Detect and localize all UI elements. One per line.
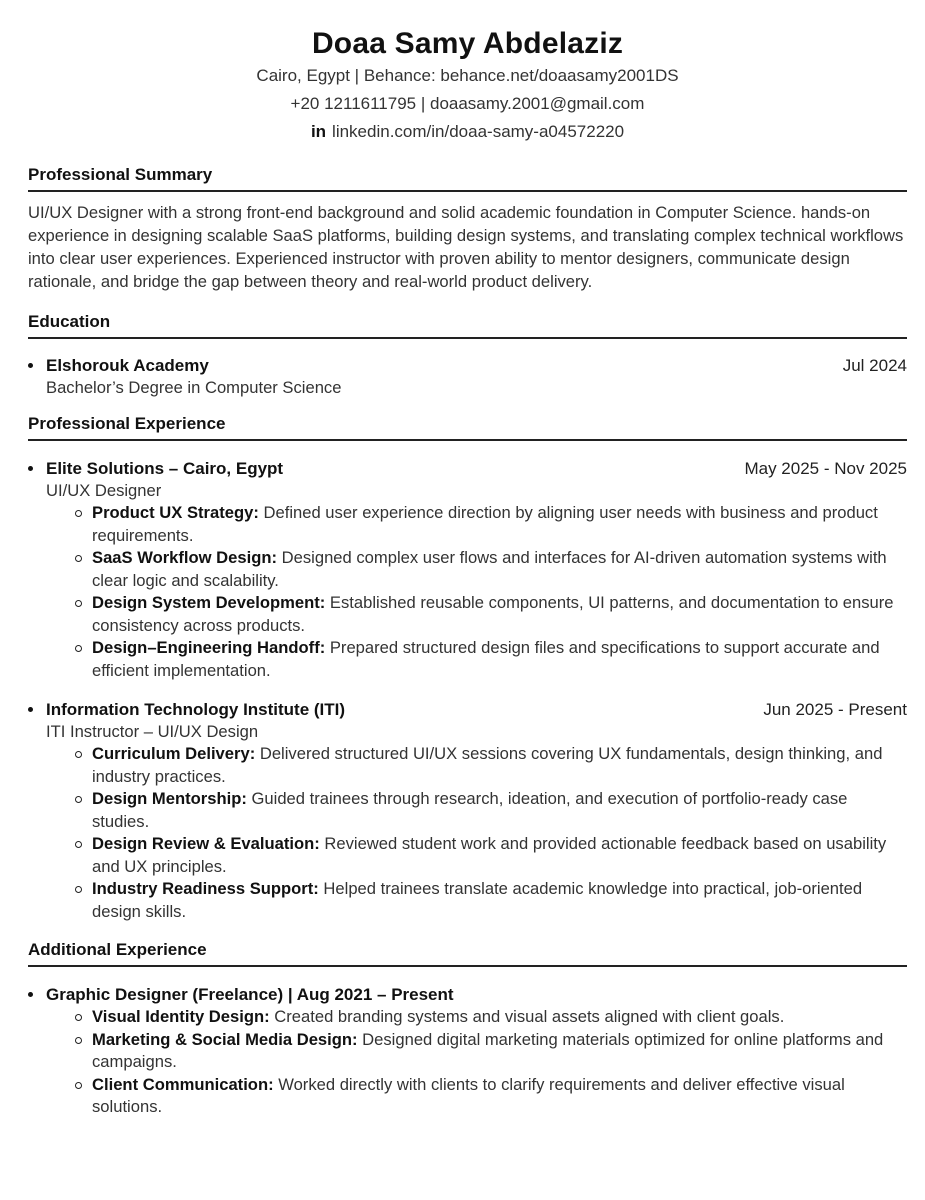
list-item	[92, 833, 907, 878]
item-text: Delivered structured UI/UX sessions covering UX fundamentals, design thinking, and industry practices.	[92, 744, 883, 786]
circle-bullet-icon	[75, 751, 82, 758]
item-text: Prepared structured design files and specifications to support accurate and efficient implementation.	[92, 638, 880, 680]
experience-title: Professional Experience	[28, 414, 226, 433]
item-text: Created branding systems and visual assets aligned with client goals.	[269, 1007, 785, 1026]
additional-responsibilities	[46, 1006, 907, 1119]
list-item	[92, 743, 907, 788]
circle-bullet-icon	[75, 1014, 82, 1021]
bullet-icon	[28, 992, 33, 997]
section-divider	[28, 337, 907, 339]
circle-bullet-icon	[75, 1037, 82, 1044]
item-text: Guided trainees through research, ideation, and execution of portfolio-ready case studies.	[92, 789, 848, 831]
item-text: Reviewed student work and provided actionable feedback based on usability and UX principles.	[92, 834, 887, 876]
section-divider	[28, 439, 907, 441]
job-entry	[28, 457, 907, 682]
job-role: UI/UX Designer	[46, 481, 162, 500]
circle-bullet-icon	[75, 510, 82, 517]
degree: Bachelor’s Degree in Computer Science	[46, 378, 342, 397]
item-text: Defined user experience direction by aligning user needs with business and product requirements.	[92, 503, 878, 545]
linkedin-line	[28, 118, 907, 146]
education-entry	[28, 354, 907, 399]
company-name: Information Technology Institute (ITI)	[46, 700, 346, 719]
resume-header	[28, 0, 907, 146]
circle-bullet-icon	[75, 555, 82, 562]
experience-section	[28, 413, 907, 923]
company-name: Elite Solutions – Cairo, Egypt	[46, 459, 284, 478]
item-lead: Product UX Strategy:	[92, 503, 259, 522]
list-item	[92, 1006, 907, 1029]
phone-email-line: +20 1211611795 | doaasamy.2001@gmail.com	[290, 94, 645, 113]
item-text: Designed digital marketing materials optimized for online platforms and campaigns.	[92, 1029, 884, 1071]
item-lead: Design Review & Evaluation:	[92, 834, 320, 853]
circle-bullet-icon	[75, 1082, 82, 1089]
job-role: ITI Instructor – UI/UX Design	[46, 722, 259, 741]
item-lead: Marketing & Social Media Design:	[92, 1029, 358, 1049]
linkedin-url: linkedin.com/in/doaa-samy-a04572220	[332, 122, 625, 141]
bullet-icon	[28, 363, 33, 368]
list-item	[92, 788, 907, 833]
circle-bullet-icon	[75, 841, 82, 848]
list-item	[92, 878, 907, 923]
job-responsibilities	[46, 743, 907, 923]
bullet-icon	[28, 466, 33, 471]
item-text: Established reusable components, UI patterns, and documentation to ensure consistency across products.	[92, 593, 894, 635]
summary-section	[28, 164, 907, 293]
section-divider	[28, 190, 907, 192]
summary-text: UI/UX Designer with a strong front-end background and solid academic foundation in Computer Science. hands-on experience in designing scalable SaaS platforms, building design systems, and translating complex technical workflows into clear user experiences. Experienced instructor with proven ability to mentor designers, communicate design rationale, and bridge the gap between theory and real-world product delivery.	[28, 203, 904, 291]
additional-entry	[28, 983, 907, 1119]
circle-bullet-icon	[75, 886, 82, 893]
circle-bullet-icon	[75, 600, 82, 607]
item-lead: SaaS Workflow Design:	[92, 548, 278, 567]
job-date: Jun 2025 - Present	[763, 700, 907, 719]
list-item	[92, 1074, 907, 1119]
job-head	[46, 457, 907, 480]
item-lead: Curriculum Delivery:	[92, 744, 256, 763]
list-item	[92, 502, 907, 547]
item-lead: Client Communication:	[92, 1074, 274, 1094]
additional-section	[28, 939, 907, 1119]
location-behance-line: Cairo, Egypt | Behance: behance.net/doaasamy2001DS	[256, 66, 679, 85]
education-entry-head	[46, 354, 907, 377]
item-lead: Design–Engineering Handoff:	[92, 638, 326, 657]
list-item	[92, 547, 907, 592]
item-text: Helped trainees translate academic knowledge into practical, job-oriented design skills.	[92, 879, 863, 921]
circle-bullet-icon	[75, 796, 82, 803]
item-lead: Visual Identity Design:	[92, 1007, 270, 1026]
candidate-name: Doaa Samy Abdelaziz	[311, 27, 624, 60]
job-head	[46, 698, 907, 721]
additional-head	[46, 983, 907, 1006]
circle-bullet-icon	[75, 645, 82, 652]
item-lead: Design Mentorship:	[92, 789, 247, 808]
job-responsibilities	[46, 502, 907, 682]
school-name: Elshorouk Academy	[46, 356, 209, 375]
bullet-icon	[28, 707, 33, 712]
list-item	[92, 1029, 907, 1074]
item-text: Worked directly with clients to clarify requirements and deliver effective visual solutions.	[92, 1074, 845, 1116]
list-item	[92, 592, 907, 637]
item-lead: Industry Readiness Support:	[92, 879, 319, 898]
education-date: Jul 2024	[842, 356, 907, 375]
list-item	[92, 637, 907, 682]
additional-heading: Graphic Designer (Freelance) | Aug 2021 – Present	[46, 985, 454, 1004]
job-date: May 2025 - Nov 2025	[744, 459, 907, 478]
additional-title: Additional Experience	[28, 940, 207, 959]
education-section	[28, 311, 907, 399]
summary-title: Professional Summary	[28, 165, 213, 184]
linkedin-icon: in	[310, 122, 327, 141]
item-lead: Design System Development:	[92, 593, 326, 612]
job-entry	[28, 698, 907, 923]
item-text: Designed complex user flows and interfaces for AI-driven automation systems with clear logic and scalability.	[92, 548, 887, 590]
section-divider	[28, 965, 907, 967]
education-title: Education	[28, 312, 111, 331]
